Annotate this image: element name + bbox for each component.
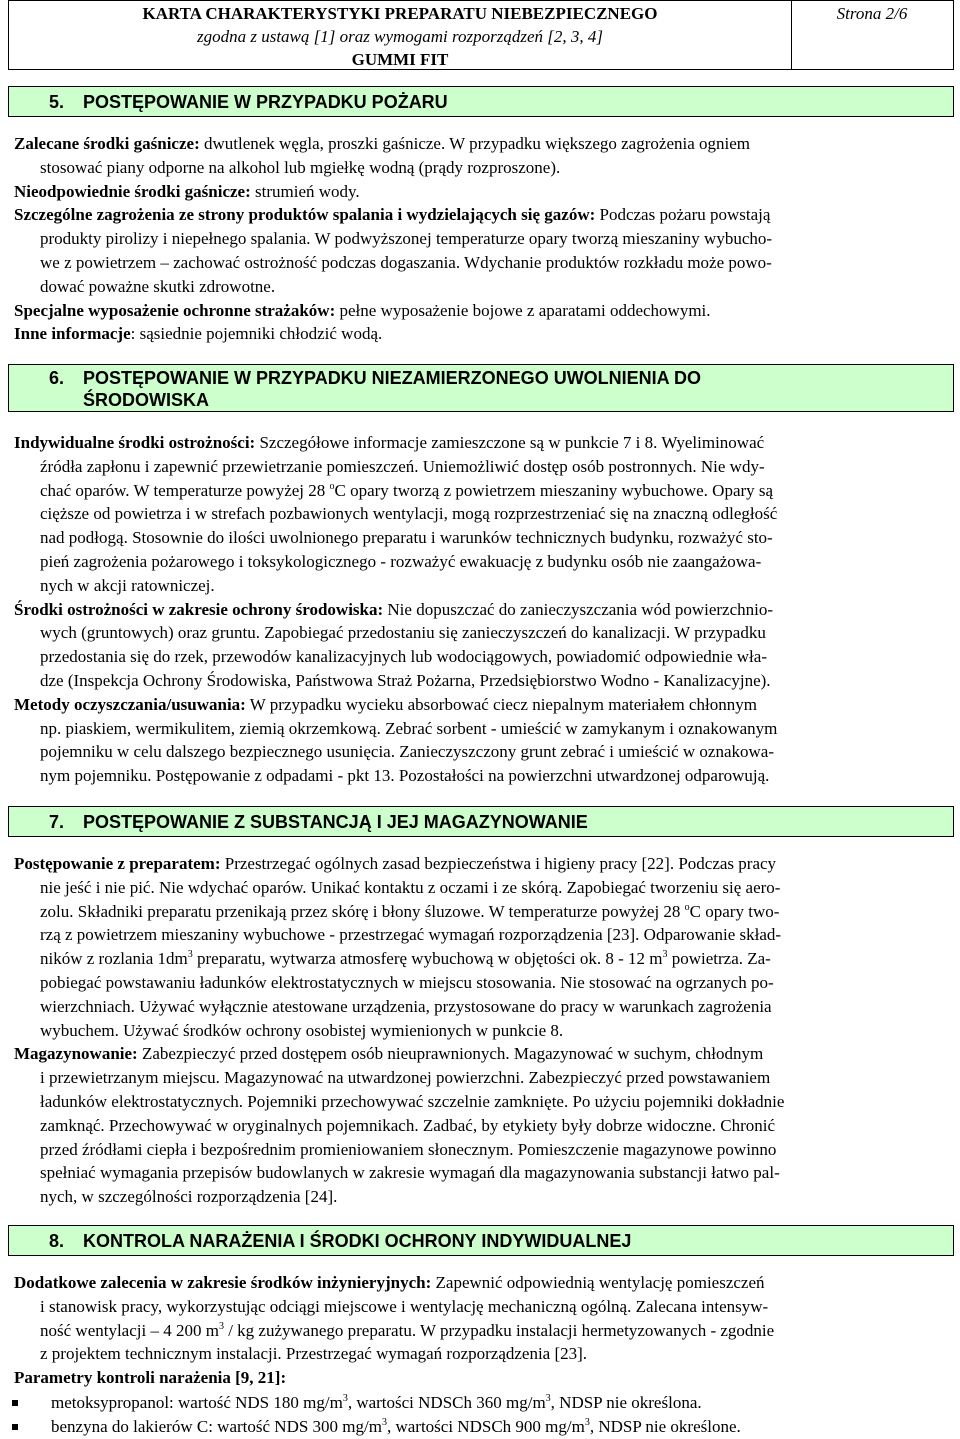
paragraph-line: Inne informacje: sąsiednie pojemniki chłodzić wodą. — [14, 324, 383, 344]
paragraph-line: Postępowanie z preparatem: Przestrzegać ogólnych zasad bezpieczeństwa i higieny pracy [22]. Podczas pracy — [14, 854, 777, 873]
section-title: POSTĘPOWANIE Z SUBSTANCJĄ I JEJ MAGAZYNOWANIE — [83, 812, 588, 832]
paragraph-line: nym pojemniku. Postępowanie z odpadami - pkt 13. Pozostałości na powierzchni utwardzonej odparowują. — [40, 766, 770, 786]
paragraph-line: we z powietrzem – zachować ostrożność podczas dogaszania. Wdychanie produktów rozkładu może powo- — [40, 252, 772, 272]
paragraph-line: i stanowisk pracy, wykorzystując odciągi miejscowe i wentylację mechaniczną ogólną. Zalecana intensyw- — [40, 1296, 769, 1316]
paragraph-line: Szczególne zagrożenia ze strony produktów spalania i wydzielających się gazów: Podczas pożaru powstają — [14, 205, 771, 225]
section-number: 8. — [49, 1231, 65, 1251]
paragraph-line: ładunków elektrostatycznych. Pojemniki przechowywać szczelnie zamknięte. Po użyciu pojemniki dokładnie — [40, 1091, 785, 1111]
paragraph-line: Zalecane środki gaśnicze: dwutlenek węgla, proszki gaśnicze. W przypadku większego zagrożenia ogniem — [14, 134, 750, 153]
list-item: metoksypropanol: wartość NDS 180 $mg/m^3$, wartości NDSCh 360 $mg/m^3$, NDSP nie określona. — [12, 1391, 702, 1415]
paragraph-line: Indywidualne środki ostrożności: Szczegółowe informacje zamieszczone są w punkcie 7 i 8. Wyeliminować — [14, 433, 765, 452]
paragraph-line: i przewietrzanym miejscu. Magazynować na utwardzonej powierzchni. Zabezpieczyć przed powstawaniem — [40, 1068, 771, 1088]
paragraph-line: np. piaskiem, wermikulitem, ziemią okrzemkową. Zebrać sorbent - umieścić w zamykanym i oznakowanym — [40, 718, 778, 738]
paragraph-line: produkty pirolizy i niepełnego spalania. W podwyższonej temperaturze opary tworzą mieszaniny wybucho- — [40, 229, 773, 249]
paragraph-line: Dodatkowe zalecenia w zakresie środków inżynieryjnych: Zapewnić odpowiednią wentylację pomieszczeń — [14, 1273, 765, 1292]
paragraph-line: rzą z powietrzem mieszaniny wybuchowe - przestrzegać wymagań rozporządzenia [23]. Odparowanie skład- — [40, 925, 782, 945]
paragraph-line: zamknąć. Przechowywać w oryginalnych pojemnikach. Zadbać, by etykiety były dobrze widoczne. Chronić — [40, 1115, 775, 1135]
section-6-heading — [8, 364, 954, 412]
bullet-square-icon — [12, 1424, 18, 1430]
section-title: POSTĘPOWANIE W PRZYPADKU POŻARU — [83, 92, 448, 112]
section-number: 7. — [49, 812, 65, 832]
paragraph-line: pień zagrożenia pożarowego i toksykologicznego - rozważyć ewakuację z budynku osób nie zaangażowa- — [40, 551, 762, 571]
paragraph-line: ność wentylacji – 4 200 $m^3$ / kg zużywanego preparatu. W przypadku instalacji hermetyzowanych - zgodnie — [40, 1320, 775, 1340]
paragraph-line: Magazynowanie: Zabezpieczyć przed dostępem osób nieuprawnionych. Magazynować w suchym, chłodnym — [14, 1044, 764, 1064]
paragraph-line: źródła zapłonu i zapewnić przewietrzanie pomieszczeń. Uniemożliwić dostęp osób postronnych. Nie wdy- — [40, 456, 765, 476]
product-name: GUMMI FIT — [351, 50, 449, 69]
section-6-body — [14, 431, 950, 788]
paragraph-line: Metody oczyszczania/usuwania: W przypadku wycieku absorbować ciecz niepalnym materiałem chłonnym — [14, 694, 757, 714]
paragraph-line: nad podłogą. Stosownie do ilości uwolnionego preparatu i warunków technicznych budynku, rozważyć sto- — [40, 528, 773, 548]
section-title: KONTROLA NARAŻENIA I ŚRODKI OCHRONY INDYWIDUALNEJ — [83, 1231, 632, 1251]
bullet-square-icon — [12, 1400, 18, 1406]
section-7-body — [14, 852, 950, 1209]
list-item: benzyna do lakierów C: wartość NDS 300 $mg/m^3$, wartości NDSCh 900 $mg/m^3$, NDSP nie określone. — [12, 1415, 741, 1439]
header-subtitle: zgodna z ustawą [1] oraz wymogami rozporządzeń [2, 3, 4] — [196, 27, 603, 46]
paragraph-line: nie jeść i nie pić. Nie wdychać oparów. Unikać kontaktu z oczami i ze skórą. Zapobiegać tworzeniu się aero- — [40, 877, 781, 897]
paragraph-line: przedostania się do rzek, przewodów kanalizacyjnych lub wodociągowych, powiadomić odpowiednie wła- — [40, 647, 767, 667]
section-title-continued: ŚRODOWISKA — [83, 390, 209, 410]
paragraph-line: wierzchniach. Używać wyłącznie atestowane urządzenia, przystosowane do pracy w warunkach zagrożenia — [40, 996, 772, 1016]
paragraph-line: pojemniku w celu dalszego bezpiecznego usunięcia. Zanieczyszczony grunt zebrać i umieścić w oznakowa- — [40, 742, 774, 762]
paragraph-line: chać oparów. W temperaturze powyżej 28 $^o$C opary tworzą z powietrzem mieszaniny wybuchowe. Opary są — [40, 480, 774, 500]
section-title: POSTĘPOWANIE W PRZYPADKU NIEZAMIERZONEGO UWOLNIENIA DO — [83, 368, 702, 388]
paragraph-line: Nieodpowiednie środki gaśnicze: strumień wody. — [14, 181, 360, 201]
paragraph-line: zolu. Składniki preparatu przenikają przez skórę i błony śluzowe. W temperaturze powyżej 28 $^o$C opary two- — [40, 901, 780, 921]
paragraph-line: wybuchem. Używać środków ochrony osobistej wymienionych w punkcie 8. — [40, 1020, 564, 1040]
paragraph-line: ników z rozlania $1dm^3$ preparatu, wytwarza atmosferę wybuchową w objętości ok. 8 - 12 $m^3$ powietrza. Za- — [40, 949, 771, 969]
paragraph-line: nych, w szczególności rozporządzenia [24]. — [40, 1187, 338, 1207]
paragraph-line: przed źródłami ciepła i bezpośrednim promieniowaniem słonecznym. Pomieszczenie magazynowe powinno — [40, 1139, 777, 1159]
section-7-heading — [8, 806, 954, 837]
section-5-body — [14, 132, 950, 346]
header-title: KARTA CHARAKTERYSTYKI PREPARATU NIEBEZPIECZNEGO — [142, 4, 658, 23]
paragraph-line: Środki ostrożności w zakresie ochrony środowiska: Nie dopuszczać do zanieczyszczania wód powierzchnio- — [14, 599, 774, 619]
section-8-heading — [8, 1225, 954, 1256]
page-number: Strona 2/6 — [836, 4, 908, 23]
paragraph-line: cięższe od powietrza i w strefach pozbawionych wentylacji, mogą rozprzestrzeniać się na znaczną odległość — [40, 504, 778, 524]
paragraph-line: Specjalne wyposażenie ochronne strażaków: pełne wyposażenie bojowe z aparatami oddechowymi. — [14, 300, 711, 320]
paragraph-line: pobiegać powstawaniu ładunków elektrostatycznych w miejscu stosowania. Nie stosować na ogrzanych po- — [40, 972, 774, 992]
section-number: 5. — [49, 92, 65, 112]
paragraph-line: nych w akcji ratowniczej. — [40, 575, 215, 595]
paragraph-line: dze (Inspekcja Ochrony Środowiska, Państwowa Straż Pożarna, Przedsiębiorstwo Wodno - Kanalizacyjne). — [40, 670, 771, 690]
section-8-body — [14, 1271, 950, 1390]
document-header — [8, 0, 954, 70]
section-5-heading — [8, 86, 954, 117]
paragraph-line: z projektem technicznym instalacji. Przestrzegać wymagań rozporządzenia [23]. — [40, 1344, 588, 1364]
section-number: 6. — [49, 368, 65, 388]
paragraph-line: spełniać wymagania przepisów budowlanych w zakresie wymagań dla magazynowania substancji łatwo pal- — [40, 1163, 780, 1183]
header-title-block — [9, 1, 792, 69]
paragraph-line: dować poważne skutki zdrowotne. — [40, 276, 276, 296]
paragraph-line: stosować piany odporne na alkohol lub mgiełkę wodną (prądy rozproszone). — [40, 157, 561, 177]
paragraph-line: Parametry kontroli narażenia [9, 21]: — [14, 1368, 287, 1388]
paragraph-line: wych (gruntowych) oraz gruntu. Zapobiegać przedostaniu się zanieczyszczeń do kanalizacji. W przypadku — [40, 623, 766, 643]
